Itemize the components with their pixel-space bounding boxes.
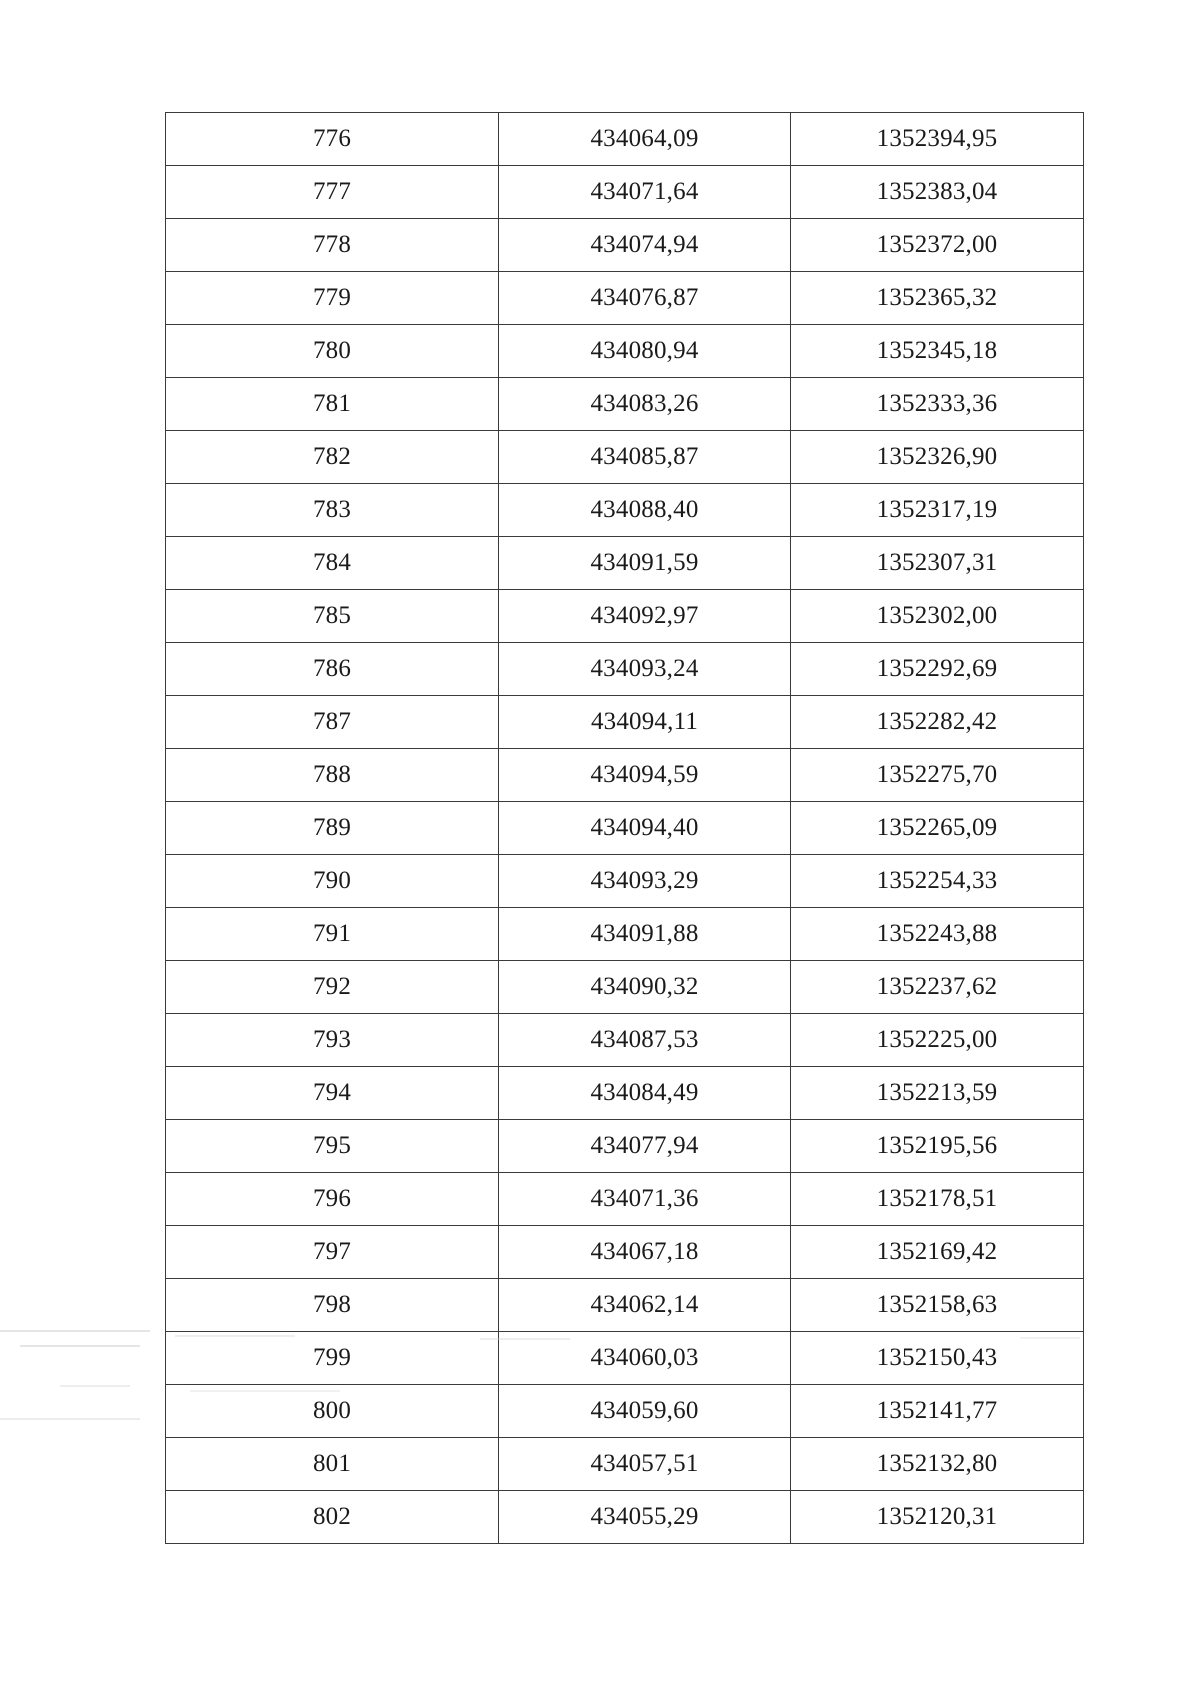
table-row <box>166 484 1084 537</box>
x-coordinate-cell: 434074,94 <box>499 219 791 272</box>
point-number-cell: 787 <box>166 696 499 749</box>
point-number-cell: 802 <box>166 1491 499 1544</box>
x-coordinate-cell: 434080,94 <box>499 325 791 378</box>
y-coordinate-cell: 1352365,32 <box>791 272 1084 325</box>
point-number-cell: 776 <box>166 113 499 166</box>
table-row <box>166 590 1084 643</box>
table-row <box>166 1014 1084 1067</box>
scan-artifact <box>190 1390 340 1392</box>
scan-artifact <box>0 1330 150 1332</box>
table-row <box>166 1067 1084 1120</box>
coordinates-table-body <box>166 113 1084 1544</box>
y-coordinate-cell: 1352317,19 <box>791 484 1084 537</box>
point-number-cell: 794 <box>166 1067 499 1120</box>
point-number-cell: 792 <box>166 961 499 1014</box>
y-coordinate-cell: 1352169,42 <box>791 1226 1084 1279</box>
x-coordinate-cell: 434057,51 <box>499 1438 791 1491</box>
coordinates-table <box>165 112 1084 1544</box>
table-row <box>166 1173 1084 1226</box>
point-number-cell: 791 <box>166 908 499 961</box>
y-coordinate-cell: 1352372,00 <box>791 219 1084 272</box>
point-number-cell: 781 <box>166 378 499 431</box>
x-coordinate-cell: 434059,60 <box>499 1385 791 1438</box>
table-row <box>166 961 1084 1014</box>
table-row <box>166 802 1084 855</box>
x-coordinate-cell: 434094,11 <box>499 696 791 749</box>
y-coordinate-cell: 1352120,31 <box>791 1491 1084 1544</box>
table-row <box>166 1279 1084 1332</box>
y-coordinate-cell: 1352345,18 <box>791 325 1084 378</box>
y-coordinate-cell: 1352333,36 <box>791 378 1084 431</box>
table-row <box>166 908 1084 961</box>
point-number-cell: 786 <box>166 643 499 696</box>
x-coordinate-cell: 434094,40 <box>499 802 791 855</box>
x-coordinate-cell: 434060,03 <box>499 1332 791 1385</box>
table-row <box>166 431 1084 484</box>
point-number-cell: 782 <box>166 431 499 484</box>
x-coordinate-cell: 434093,29 <box>499 855 791 908</box>
y-coordinate-cell: 1352225,00 <box>791 1014 1084 1067</box>
y-coordinate-cell: 1352243,88 <box>791 908 1084 961</box>
y-coordinate-cell: 1352383,04 <box>791 166 1084 219</box>
point-number-cell: 783 <box>166 484 499 537</box>
point-number-cell: 788 <box>166 749 499 802</box>
y-coordinate-cell: 1352307,31 <box>791 537 1084 590</box>
x-coordinate-cell: 434067,18 <box>499 1226 791 1279</box>
x-coordinate-cell: 434092,97 <box>499 590 791 643</box>
scan-artifact <box>20 1345 140 1347</box>
scan-artifact <box>480 1338 570 1340</box>
y-coordinate-cell: 1352150,43 <box>791 1332 1084 1385</box>
table-row <box>166 855 1084 908</box>
x-coordinate-cell: 434076,87 <box>499 272 791 325</box>
x-coordinate-cell: 434088,40 <box>499 484 791 537</box>
table-row <box>166 1226 1084 1279</box>
y-coordinate-cell: 1352237,62 <box>791 961 1084 1014</box>
point-number-cell: 796 <box>166 1173 499 1226</box>
x-coordinate-cell: 434091,59 <box>499 537 791 590</box>
point-number-cell: 780 <box>166 325 499 378</box>
point-number-cell: 777 <box>166 166 499 219</box>
point-number-cell: 793 <box>166 1014 499 1067</box>
y-coordinate-cell: 1352265,09 <box>791 802 1084 855</box>
table-row <box>166 1438 1084 1491</box>
scan-artifact <box>1020 1337 1080 1339</box>
x-coordinate-cell: 434071,64 <box>499 166 791 219</box>
point-number-cell: 797 <box>166 1226 499 1279</box>
table-row <box>166 166 1084 219</box>
x-coordinate-cell: 434090,32 <box>499 961 791 1014</box>
y-coordinate-cell: 1352326,90 <box>791 431 1084 484</box>
table-row <box>166 113 1084 166</box>
y-coordinate-cell: 1352178,51 <box>791 1173 1084 1226</box>
table-row <box>166 1332 1084 1385</box>
x-coordinate-cell: 434085,87 <box>499 431 791 484</box>
table-row <box>166 272 1084 325</box>
point-number-cell: 801 <box>166 1438 499 1491</box>
x-coordinate-cell: 434087,53 <box>499 1014 791 1067</box>
point-number-cell: 785 <box>166 590 499 643</box>
y-coordinate-cell: 1352394,95 <box>791 113 1084 166</box>
point-number-cell: 790 <box>166 855 499 908</box>
x-coordinate-cell: 434093,24 <box>499 643 791 696</box>
x-coordinate-cell: 434084,49 <box>499 1067 791 1120</box>
point-number-cell: 795 <box>166 1120 499 1173</box>
point-number-cell: 778 <box>166 219 499 272</box>
point-number-cell: 800 <box>166 1385 499 1438</box>
table-row <box>166 1120 1084 1173</box>
y-coordinate-cell: 1352292,69 <box>791 643 1084 696</box>
y-coordinate-cell: 1352213,59 <box>791 1067 1084 1120</box>
x-coordinate-cell: 434071,36 <box>499 1173 791 1226</box>
scan-artifact <box>0 1418 140 1420</box>
point-number-cell: 798 <box>166 1279 499 1332</box>
table-row <box>166 643 1084 696</box>
x-coordinate-cell: 434083,26 <box>499 378 791 431</box>
table-row <box>166 537 1084 590</box>
point-number-cell: 784 <box>166 537 499 590</box>
table-row <box>166 1491 1084 1544</box>
table-row <box>166 696 1084 749</box>
y-coordinate-cell: 1352254,33 <box>791 855 1084 908</box>
x-coordinate-cell: 434064,09 <box>499 113 791 166</box>
y-coordinate-cell: 1352302,00 <box>791 590 1084 643</box>
y-coordinate-cell: 1352275,70 <box>791 749 1084 802</box>
y-coordinate-cell: 1352282,42 <box>791 696 1084 749</box>
table-row <box>166 378 1084 431</box>
y-coordinate-cell: 1352195,56 <box>791 1120 1084 1173</box>
point-number-cell: 799 <box>166 1332 499 1385</box>
x-coordinate-cell: 434077,94 <box>499 1120 791 1173</box>
scan-artifact <box>60 1385 130 1387</box>
x-coordinate-cell: 434094,59 <box>499 749 791 802</box>
scan-artifact <box>175 1335 295 1337</box>
y-coordinate-cell: 1352141,77 <box>791 1385 1084 1438</box>
point-number-cell: 789 <box>166 802 499 855</box>
table-row <box>166 219 1084 272</box>
y-coordinate-cell: 1352132,80 <box>791 1438 1084 1491</box>
point-number-cell: 779 <box>166 272 499 325</box>
table-row <box>166 749 1084 802</box>
y-coordinate-cell: 1352158,63 <box>791 1279 1084 1332</box>
table-row <box>166 1385 1084 1438</box>
x-coordinate-cell: 434062,14 <box>499 1279 791 1332</box>
x-coordinate-cell: 434091,88 <box>499 908 791 961</box>
x-coordinate-cell: 434055,29 <box>499 1491 791 1544</box>
table-row <box>166 325 1084 378</box>
